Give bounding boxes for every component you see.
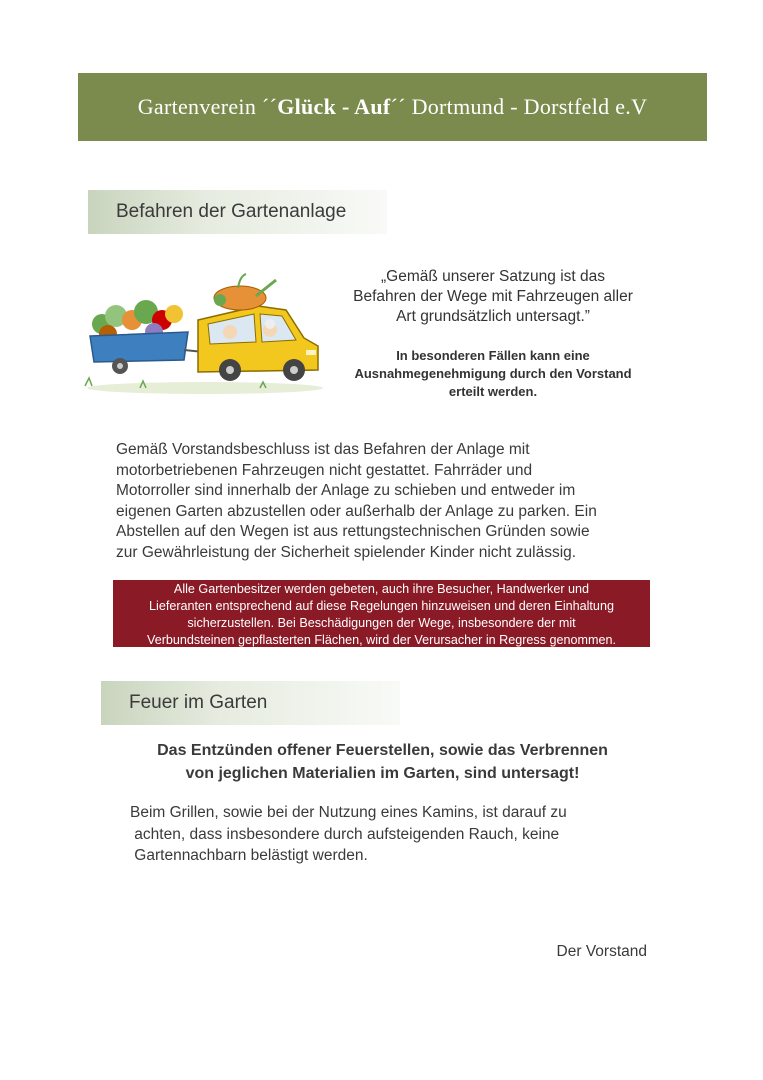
paragraph-line: Motorroller sind innerhalb der Anlage zu schieben und entweder im <box>116 482 576 499</box>
header-title <box>138 94 648 120</box>
warning-line: Verbundsteinen gepflasterten Flächen, wird der Verursacher in Regress genommen. <box>146 633 617 647</box>
paragraph-line: Gemäß Vorstandsbeschluss ist das Befahren der Anlage mit <box>116 441 530 458</box>
paragraph-line: eigenen Garten abzustellen oder außerhalb der Anlage zu parken. Ein <box>116 502 597 520</box>
section-heading-driving: Befahren der Gartenanlage <box>88 190 387 234</box>
exception-note <box>335 347 651 401</box>
paragraph-line: zur Gewährleistung der Sicherheit spielender Kinder nicht zulässig. <box>116 543 577 561</box>
header-title-bold: Glück - Auf <box>277 94 391 119</box>
note-line: Ausnahmegenehmigung durch den Vorstand <box>354 366 632 381</box>
fire-bold-line: Das Entzünden offener Feuerstellen, sowie das Verbrennen <box>157 742 608 759</box>
note-line: erteilt werden. <box>448 384 538 399</box>
signature: Der Vorstand <box>556 943 647 960</box>
fire-prohibition <box>120 739 645 785</box>
fire-paragraph-line: Beim Grillen, sowie bei der Nutzung eines Kamins, ist darauf zu <box>130 804 567 821</box>
note-line: In besonderen Fällen kann eine <box>396 348 590 363</box>
statute-quote <box>335 267 651 327</box>
warning-line: Alle Gartenbesitzer werden gebeten, auch ihre Besucher, Handwerker und <box>173 582 590 596</box>
warning-box <box>113 580 650 647</box>
fire-paragraph-line: achten, dass insbesondere durch aufsteigenden Rauch, keine <box>130 825 560 843</box>
quote-line: Art grundsätzlich untersagt.” <box>396 308 590 325</box>
header-title-pre: Gartenverein ´´ <box>137 94 278 119</box>
quote-line: Befahren der Wege mit Fahrzeugen aller <box>353 288 633 305</box>
warning-line: Lieferanten entsprechend auf diese Regelungen hinzuweisen und deren Einhaltung <box>149 599 614 613</box>
paragraph-line: Abstellen auf den Wegen ist aus rettungstechnischen Gründen sowie <box>116 523 590 540</box>
driving-paragraph <box>116 440 656 563</box>
quote-line: „Gemäß unserer Satzung ist das <box>381 268 605 285</box>
warning-line: sicherzustellen. Bei Beschädigungen der Wege, insbesondere der mit <box>187 616 576 630</box>
fire-paragraph <box>130 802 630 867</box>
fire-paragraph-line: Gartennachbarn belästigt werden. <box>130 847 368 864</box>
section-heading-fire: Feuer im Garten <box>101 681 400 725</box>
fire-bold-line: von jeglichen Materialien im Garten, sind untersagt! <box>185 765 580 782</box>
paragraph-line: motorbetriebenen Fahrzeugen nicht gestattet. Fahrräder und <box>116 461 533 479</box>
page-header <box>78 73 707 141</box>
car-with-trailer-icon <box>80 262 325 402</box>
header-title-post: ´´ Dortmund - Dorstfeld e.V <box>390 94 648 119</box>
